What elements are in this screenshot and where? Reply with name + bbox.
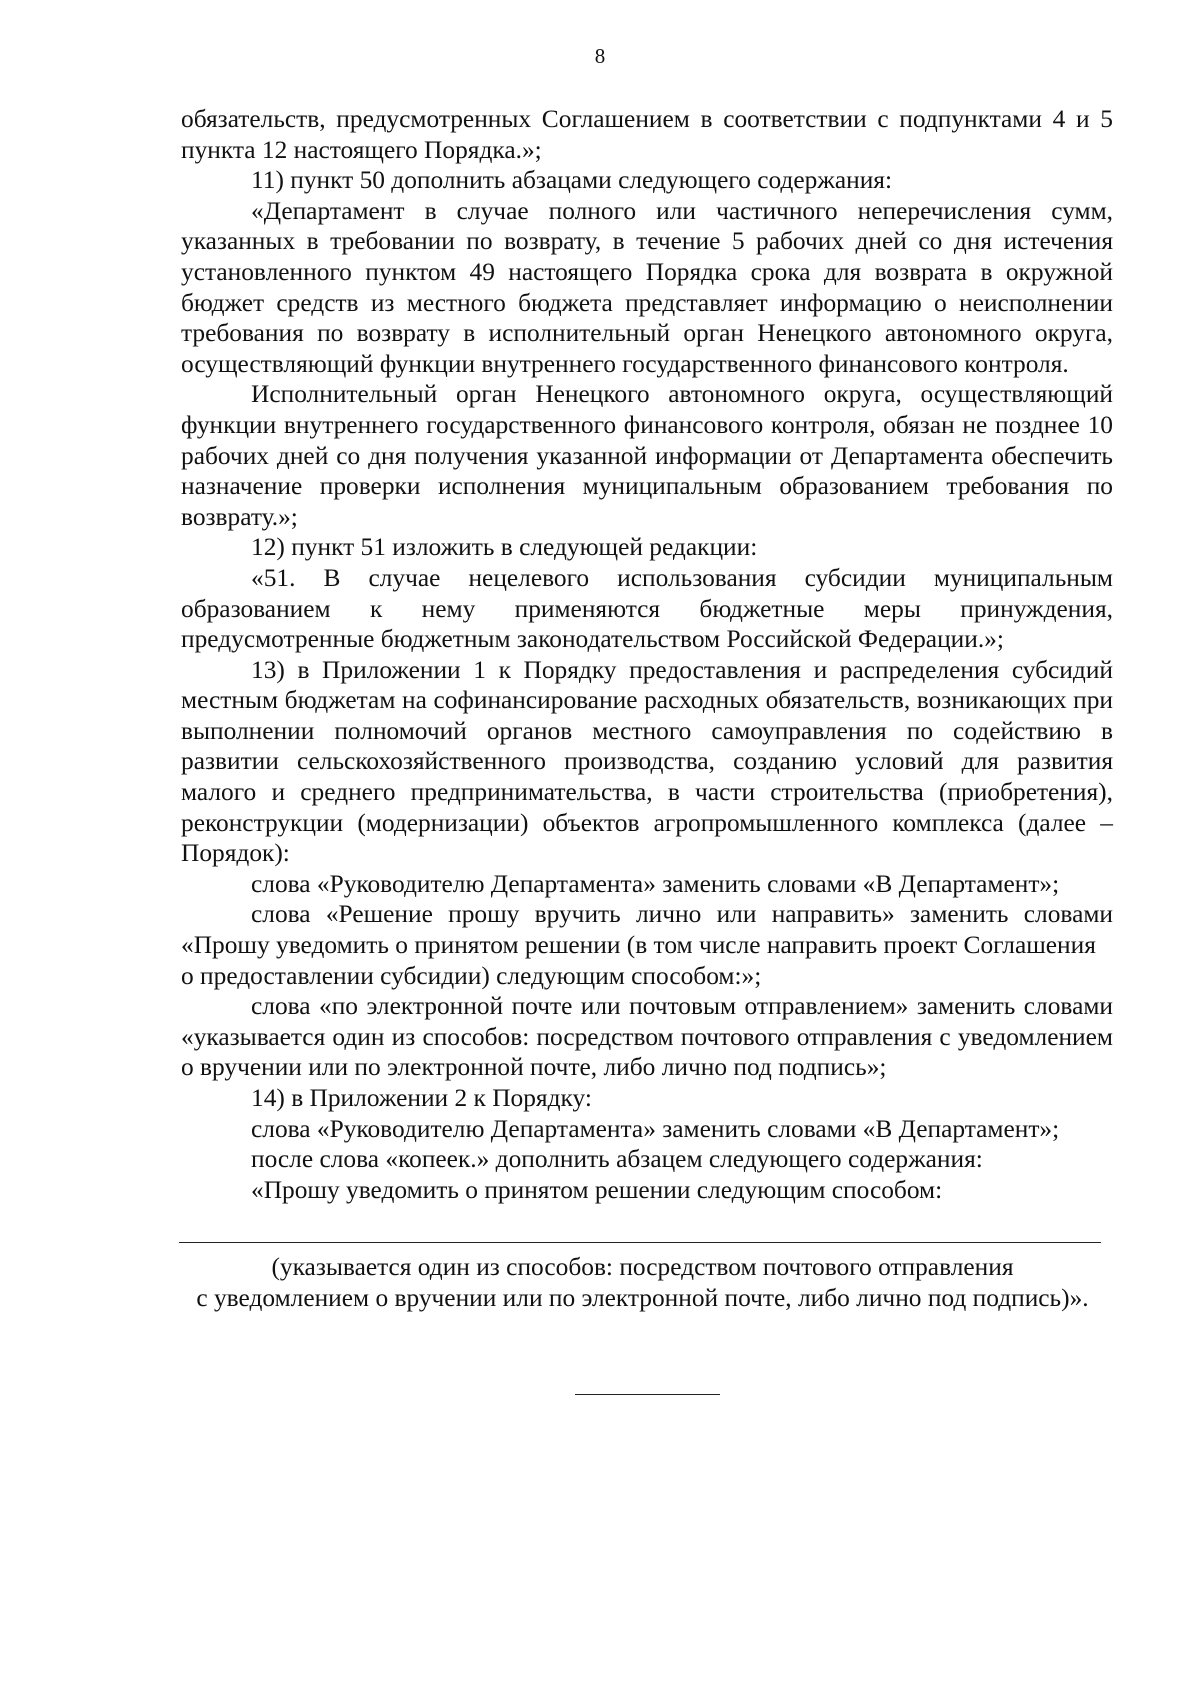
document-body [181,104,1113,1205]
paragraph-department-notice: «Департамент в случае полного или частичного неперечисления сумм, указанных в требовании по возврату, в течение 5 рабочих дней со дня истечения установленного пунктом 49 настоящего Порядка срока для возврата в окружной бюджет средств из местного бюджета представляет информацию о неисполнении требования по возврату в исполнительный орган Ненецкого автономного округа, осуществляющий функции внутреннего государственного финансового контроля. [181,196,1113,378]
paragraph-item-12: 12) пункт 51 изложить в следующей редакции: [251,533,758,562]
page-number: 8 [594,44,606,68]
paragraph-replace-head: слова «Руководителю Департамента» заменить словами «В Департамент»; [251,869,1060,898]
note-line-2: с уведомлением о вручении или по электронной почте, либо лично под подпись)». [196,1284,1089,1312]
paragraph-clause-51: «51. В случае нецелевого использования субсидии муниципальным образованием к нему применяются бюджетные меры принуждения, предусмотренные бюджетным законодательством Российской Федерации.»; [181,563,1113,654]
paragraph-continuation: обязательств, предусмотренных Соглашением в соответствии с подпунктами 4 и 5 пункта 12 настоящего Порядка.»; [181,105,1113,164]
note-line-1: (указывается один из способов: посредством почтового отправления [271,1253,1014,1281]
paragraph-replace-email: слова «по электронной почте или почтовым отправлением» заменить словами «указывается один из способов: посредством почтового отправления с уведомлением о вручении или по электронной почте, либо лично под подпись»; [181,992,1113,1082]
paragraph-item-11: 11) пункт 50 дополнить абзацами следующего содержания: [251,166,893,195]
paragraph-replace-decision: слова «Решение прошу вручить лично или направить» заменить словами «Прошу уведомить о принятом решении (в том числе направить проект Соглашения [181,900,1113,960]
end-of-document-rule [575,1394,720,1395]
paragraph-replace-head-2: слова «Руководителю Департамента» заменить словами «В Департамент»; [251,1114,1060,1143]
fill-in-line [179,1242,1101,1243]
paragraph-replace-decision-cont: о предоставлении субсидии) следующим способом:»; [181,961,762,990]
paragraph-request-notify: «Прошу уведомить о принятом решении следующим способом: [251,1175,943,1204]
paragraph-after-kopeek: после слова «копеек.» дополнить абзацем следующего содержания: [251,1145,983,1174]
paragraph-executive-body: Исполнительный орган Ненецкого автономного округа, осуществляющий функции внутреннего государственного финансового контроля, обязан не позднее 10 рабочих дней со дня получения указанной информации от Департамента обеспечить назначение проверки исполнения муниципальным образованием требования по возврату.»; [181,380,1113,531]
fill-in-note [150,1252,1135,1314]
paragraph-item-13: 13) в Приложении 1 к Порядку предоставления и распределения субсидий местным бюджетам на софинансирование расходных обязательств, возникающих при выполнении полномочий органов местного самоуправления по содействию в развитии сельскохозяйственного производства, созданию условий для развития малого и среднего предпринимательства, в части строительства (приобретения), реконструкции (модернизации) объектов агропромышленного комплекса (далее – Порядок): [181,655,1113,868]
paragraph-item-14: 14) в Приложении 2 к Порядку: [251,1084,592,1112]
